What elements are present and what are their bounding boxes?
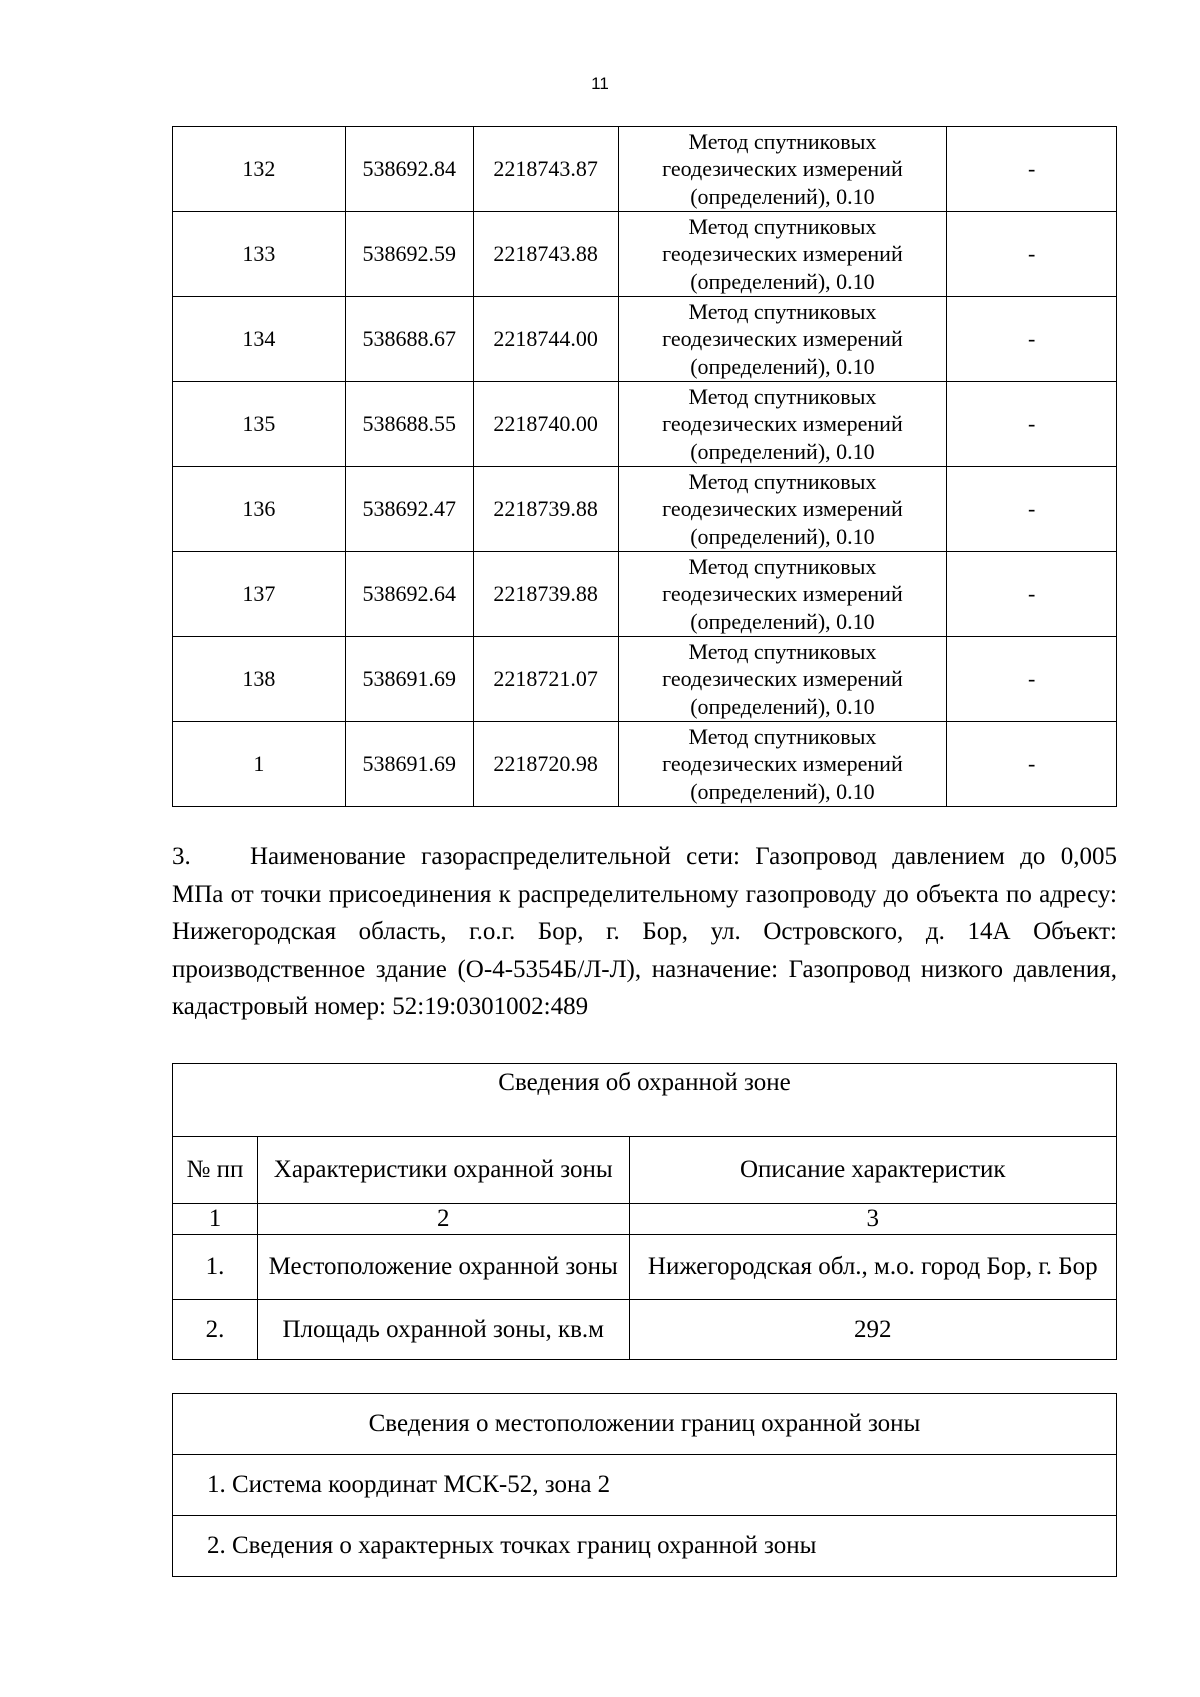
y-coordinate: 2218720.98 [473, 722, 618, 807]
characteristic-cell: Площадь охранной зоны, кв.м [257, 1300, 629, 1360]
point-note: - [947, 467, 1117, 552]
table-row [173, 212, 1117, 297]
y-coordinate: 2218739.88 [473, 552, 618, 637]
header-characteristics: Характеристики охранной зоны [257, 1137, 629, 1204]
section-number: 3. [172, 843, 191, 870]
point-note: - [947, 637, 1117, 722]
point-number: 136 [173, 467, 346, 552]
point-note: - [947, 127, 1117, 212]
boundary-table-title: Сведения о местоположении границ охранной зоны [173, 1394, 1117, 1455]
x-coordinate: 538692.84 [345, 127, 473, 212]
table-row [173, 722, 1117, 807]
measurement-method: Метод спутниковых геодезических измерений (определений), 0.10 [618, 212, 947, 297]
measurement-method: Метод спутниковых геодезических измерений (определений), 0.10 [618, 637, 947, 722]
x-coordinate: 538692.47 [345, 467, 473, 552]
zone-table-title: Сведения об охранной зоне [173, 1064, 1117, 1137]
table-row [173, 1300, 1117, 1360]
y-coordinate: 2218721.07 [473, 637, 618, 722]
header-description: Описание характеристик [629, 1137, 1116, 1204]
point-number: 133 [173, 212, 346, 297]
zone-table-index-row [173, 1204, 1117, 1235]
point-number: 137 [173, 552, 346, 637]
measurement-method: Метод спутниковых геодезических измерений (определений), 0.10 [618, 467, 947, 552]
point-number: 1 [173, 722, 346, 807]
column-index: 3 [629, 1204, 1116, 1235]
description-cell: Нижегородская обл., м.о. город Бор, г. Бор [629, 1235, 1116, 1300]
column-index: 1 [173, 1204, 258, 1235]
point-number: 135 [173, 382, 346, 467]
table-row [173, 127, 1117, 212]
characteristic-cell: Местоположение охранной зоны [257, 1235, 629, 1300]
measurement-method: Метод спутниковых геодезических измерений (определений), 0.10 [618, 297, 947, 382]
boundary-points-item: 2. Сведения о характерных точках границ охранной зоны [173, 1516, 1117, 1577]
header-number: № пп [173, 1137, 258, 1204]
y-coordinate: 2218740.00 [473, 382, 618, 467]
table-row [173, 467, 1117, 552]
y-coordinate: 2218743.88 [473, 212, 618, 297]
point-number: 134 [173, 297, 346, 382]
row-number: 1. [173, 1235, 258, 1300]
column-index: 2 [257, 1204, 629, 1235]
boundary-info-table [172, 1393, 1117, 1577]
point-note: - [947, 552, 1117, 637]
measurement-method: Метод спутниковых геодезических измерений (определений), 0.10 [618, 722, 947, 807]
page-number: 11 [591, 74, 609, 93]
point-note: - [947, 722, 1117, 807]
x-coordinate: 538692.59 [345, 212, 473, 297]
table-row [173, 1235, 1117, 1300]
point-note: - [947, 382, 1117, 467]
table-row [173, 297, 1117, 382]
table-row [173, 552, 1117, 637]
coordinates-table [172, 126, 1117, 807]
measurement-method: Метод спутниковых геодезических измерений (определений), 0.10 [618, 127, 947, 212]
point-note: - [947, 212, 1117, 297]
measurement-method: Метод спутниковых геодезических измерений (определений), 0.10 [618, 382, 947, 467]
zone-table-header [173, 1137, 1117, 1204]
x-coordinate: 538691.69 [345, 722, 473, 807]
table-row [173, 637, 1117, 722]
row-number: 2. [173, 1300, 258, 1360]
section-text: Наименование газораспределительной сети: Газопровод давлением до 0,005 МПа от точки присоединения к распределительному газопроводу до объекта по адресу: Нижегородская область, г.о.г. Бор, г. Бор, ул. Островского, д. 14А Объект: производственное здание (О-4-5354Б/Л-Л), назначение: Газопровод низкого давления, кадастровый номер: 52:19:0301002:489 [172, 843, 1117, 1020]
measurement-method: Метод спутниковых геодезических измерений (определений), 0.10 [618, 552, 947, 637]
y-coordinate: 2218744.00 [473, 297, 618, 382]
x-coordinate: 538692.64 [345, 552, 473, 637]
protection-zone-table [172, 1063, 1117, 1360]
coordinate-system-item: 1. Система координат МСК-52, зона 2 [173, 1455, 1117, 1516]
section-paragraph [172, 838, 1117, 1026]
x-coordinate: 538688.55 [345, 382, 473, 467]
point-note: - [947, 297, 1117, 382]
y-coordinate: 2218743.87 [473, 127, 618, 212]
x-coordinate: 538691.69 [345, 637, 473, 722]
description-cell: 292 [629, 1300, 1116, 1360]
point-number: 132 [173, 127, 346, 212]
table-row [173, 382, 1117, 467]
y-coordinate: 2218739.88 [473, 467, 618, 552]
point-number: 138 [173, 637, 346, 722]
x-coordinate: 538688.67 [345, 297, 473, 382]
